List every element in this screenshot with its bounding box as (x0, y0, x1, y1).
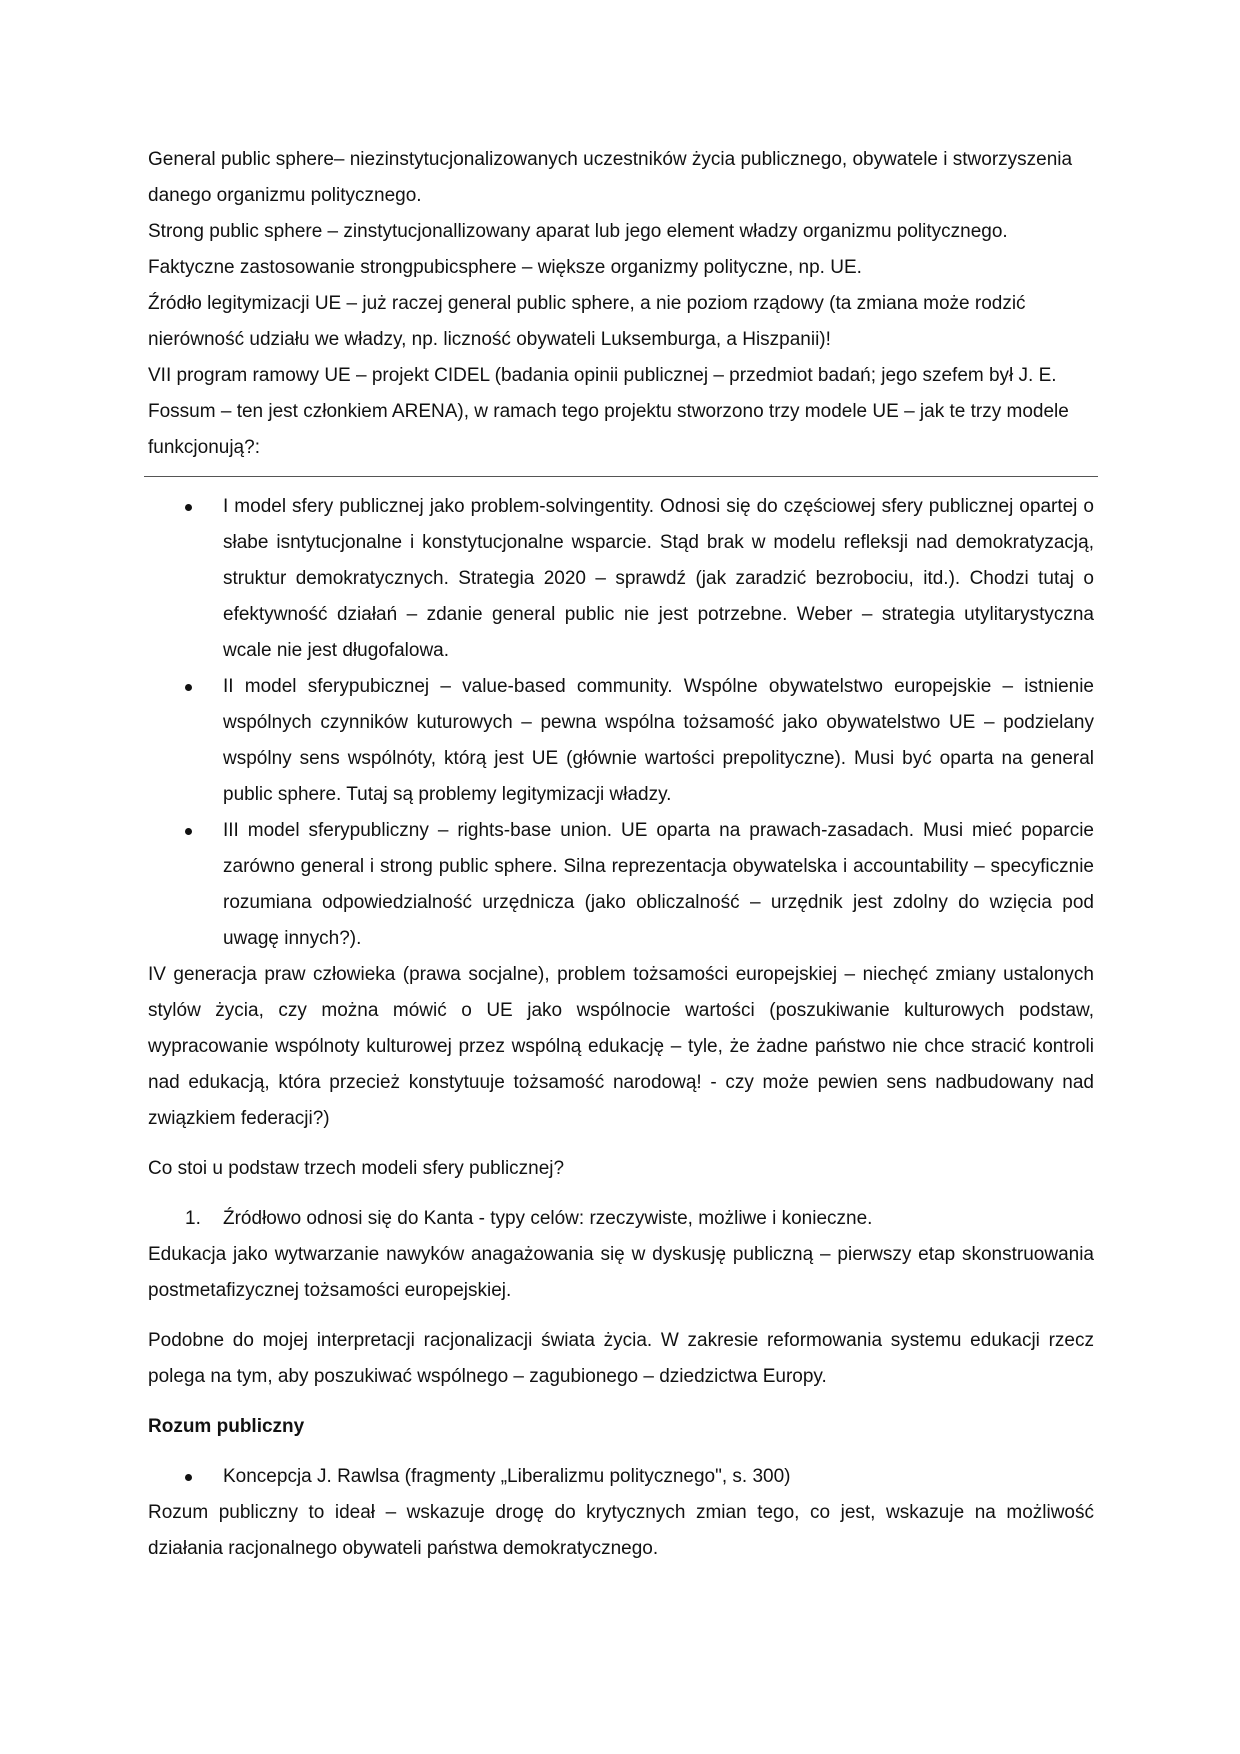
horizontal-rule (144, 476, 1098, 477)
rawls-text: Koncepcja J. Rawlsa (fragmenty „Liberalizmu politycznego", s. 300) (223, 1466, 791, 1487)
closing-paragraph: Rozum publiczny to ideał – wskazuje drogę do krytycznych zmian tego, co jest, wskazuje na możliwość działania racjonalnego obywateli państwa demokratycznego. (148, 1502, 1094, 1559)
education-paragraph: Edukacja jako wytwarzanie nawyków anagażowania się w dyskusję publiczną – pierwszy etap skonstruowania postmetafizycznej tożsamości europejskiej. (148, 1244, 1094, 1301)
intro-paragraph-strong: Strong public sphere – zinstytucjonallizowany aparat lub jego element władzy organizmu politycznego. (148, 221, 1008, 242)
intro-paragraph-legitimacy: Źródło legitymizacji UE – już raczej general public sphere, a nie poziom rządowy (ta zmiana może rodzić nierówność udziału we władzy, np. liczność obywateli Luksemburga, a Hiszpanii)! (148, 293, 1026, 350)
numbered-list (148, 1201, 1094, 1237)
list-item (223, 1459, 1094, 1495)
model-two-text: II model sferypubicznej – value-based community. Wspólne obywatelstwo europejskie – istnienie wspólnych czynników kuturowych – pewna wspólna tożsamość jako obywatelstwo UE – podzielany wspólny sens wspólnóty, którą jest UE (głównie wartości prepolityczne). Musi być oparta na general public sphere. Tutaj są problemy legitymizacji władzy. (223, 676, 1094, 805)
bullet-icon (185, 1474, 192, 1481)
numbered-item-text: Źródłowo odnosi się do Kanta - typy celów: rzeczywiste, możliwe i konieczne. (223, 1208, 873, 1229)
intro-paragraph-application: Faktyczne zastosowanie strongpubicsphere – większe organizmy polityczne, np. UE. (148, 257, 862, 278)
intro-paragraph-program: VII program ramowy UE – projekt CIDEL (badania opinii publicznej – przedmiot badań; jego szefem był J. E. Fossum – ten jest członkiem ARENA), w ramach tego projektu stworzono trzy modele UE – jak te trzy modele funkcjonują?: (148, 365, 1069, 458)
intro-paragraph-general: General public sphere– niezinstytucjonalizowanych uczestników życia publicznego, obywatele i stworzyszenia danego organizmu politycznego. (148, 149, 1073, 206)
rawls-list (148, 1459, 1094, 1495)
list-item (223, 489, 1094, 669)
similar-paragraph: Podobne do mojej interpretacji racjonalizacji świata życia. W zakresie reformowania systemu edukacji rzecz polega na tym, aby poszukiwać wspólnego – zagubionego – dziedzictwa Europy. (148, 1330, 1094, 1387)
list-number: 1. (185, 1208, 201, 1229)
bullet-icon (185, 504, 192, 511)
bullet-icon (185, 684, 192, 691)
document-page (148, 142, 1094, 1567)
section-heading: Rozum publiczny (148, 1416, 305, 1437)
bullet-icon (185, 828, 192, 835)
model-one-text: I model sfery publicznej jako problem-solvingentity. Odnosi się do częściowej sfery publicznej opartej o słabe isntytucjonalne i konstytucjonalne wsparcie. Stąd brak w modelu refleksji nad demokratyzacją, struktur demokratycznych. Strategia 2020 – sprawdź (jak zaradzić bezrobociu, itd.). Chodzi tutaj o efektywność działań – zdanie general public nie jest potrzebne. Weber – strategia utylitarystyczna wcale nie jest długofalowa. (223, 496, 1094, 661)
list-item (223, 669, 1094, 813)
list-item (185, 1201, 1094, 1237)
models-list (148, 489, 1094, 957)
model-three-text: III model sferypubliczny – rights-base union. UE oparta na prawach-zasadach. Musi mieć poparcie zarówno general i strong public sphere. Silna reprezentacja obywatelska i accountability – specyficznie rozumiana odpowiedzialność urzędnicza (jako obliczalność – urzędnik jest zdolny do wzięcia pod uwagę innych?). (223, 820, 1094, 949)
generation-paragraph: IV generacja praw człowieka (prawa socjalne), problem tożsamości europejskiej – niechęć zmiany ustalonych stylów życia, czy można mówić o UE jako wspólnocie wartości (poszukiwanie kulturowych podstaw, wypracowanie wspólnoty kulturowej przez wspólną edukację – tyle, że żadne państwo nie chce stracić kontroli nad edukacją, która przecież konstytuuje tożsamość narodową! - czy może pewien sens nadbudowany nad związkiem federacji?) (148, 964, 1094, 1129)
list-item (223, 813, 1094, 957)
question-paragraph: Co stoi u podstaw trzech modeli sfery publicznej? (148, 1158, 565, 1179)
